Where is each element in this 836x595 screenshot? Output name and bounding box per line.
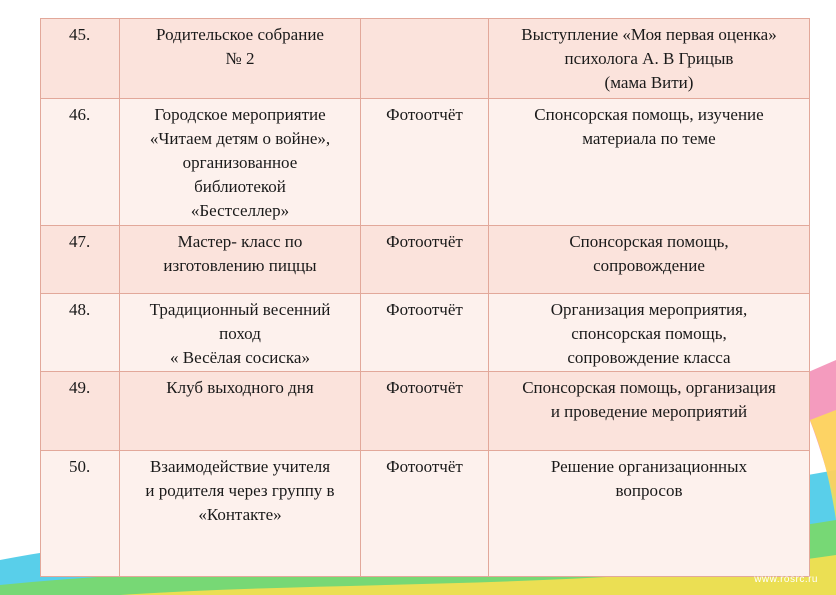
- report-form-cell: [361, 19, 489, 99]
- event-cell: Традиционный весенний поход « Весёлая сосиска»: [120, 294, 361, 372]
- report-form-cell: Фотоотчёт: [361, 451, 489, 577]
- events-table: [40, 18, 810, 577]
- row-number: 48.: [41, 294, 120, 372]
- parent-role-cell: Выступление «Моя первая оценка» психолога А. В Грицыв (мама Вити): [489, 19, 810, 99]
- table-row: [41, 99, 810, 226]
- report-form-cell: Фотоотчёт: [361, 226, 489, 294]
- parent-role-cell: Спонсорская помощь, сопровождение: [489, 226, 810, 294]
- table-row: [41, 372, 810, 451]
- row-number: 45.: [41, 19, 120, 99]
- event-cell: Городское мероприятие «Читаем детям о войне», организованное библиотекой «Бестселлер»: [120, 99, 361, 226]
- event-cell: Клуб выходного дня: [120, 372, 361, 451]
- row-number: 49.: [41, 372, 120, 451]
- row-number: 46.: [41, 99, 120, 226]
- report-form-cell: Фотоотчёт: [361, 99, 489, 226]
- row-number: 50.: [41, 451, 120, 577]
- parent-role-cell: Организация мероприятия, спонсорская помощь, сопровождение класса: [489, 294, 810, 372]
- table-row: [41, 451, 810, 577]
- event-cell: Взаимодействие учителя и родителя через группу в «Контакте»: [120, 451, 361, 577]
- event-cell: Родительское собрание № 2: [120, 19, 361, 99]
- parent-role-cell: Спонсорская помощь, организация и проведение мероприятий: [489, 372, 810, 451]
- table-row: [41, 294, 810, 372]
- event-cell: Мастер- класс по изготовлению пиццы: [120, 226, 361, 294]
- table-row: [41, 226, 810, 294]
- table-row: [41, 19, 810, 99]
- watermark: www.rosrc.ru: [754, 574, 818, 585]
- parent-role-cell: Спонсорская помощь, изучение материала по теме: [489, 99, 810, 226]
- parent-role-cell: Решение организационных вопросов: [489, 451, 810, 577]
- report-form-cell: Фотоотчёт: [361, 372, 489, 451]
- report-form-cell: Фотоотчёт: [361, 294, 489, 372]
- row-number: 47.: [41, 226, 120, 294]
